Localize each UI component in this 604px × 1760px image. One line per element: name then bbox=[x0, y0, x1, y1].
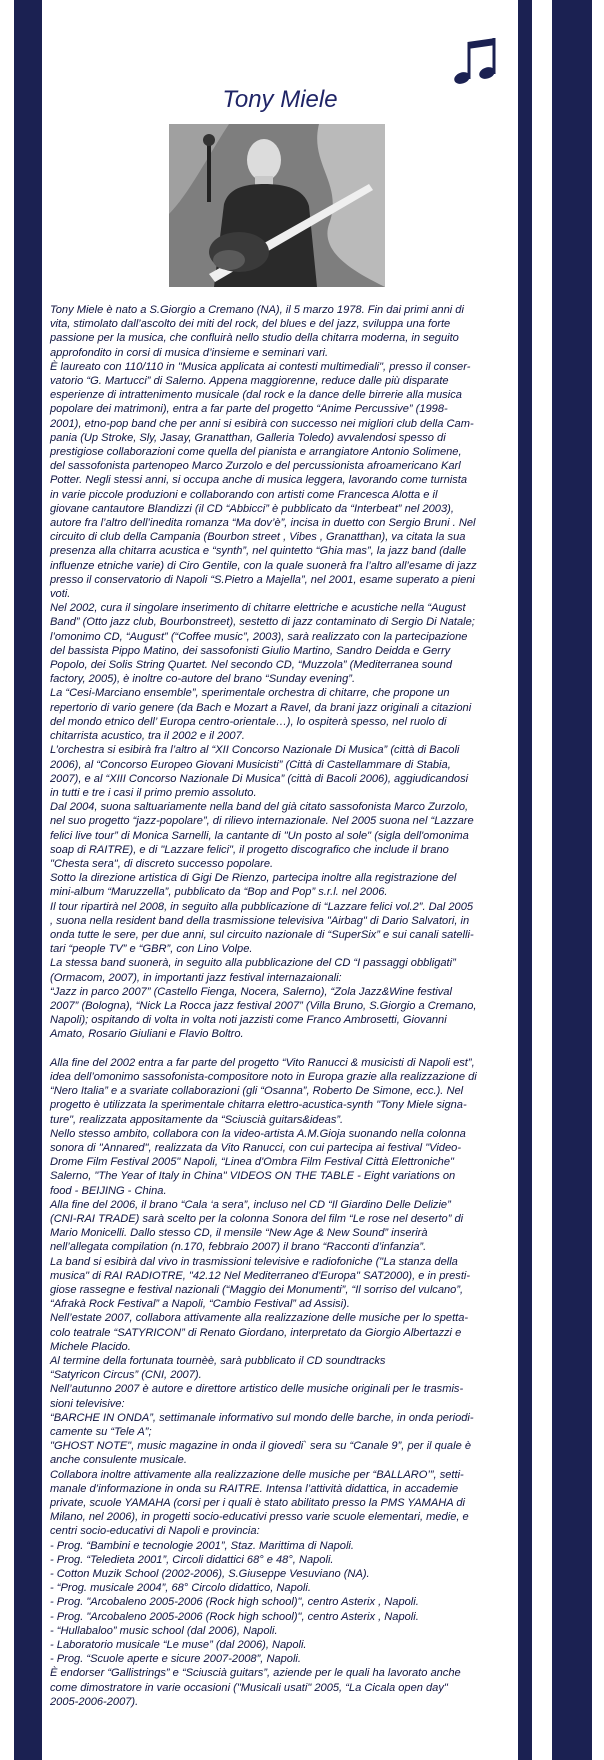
bio-paragraph: La band si esibirà dal vivo in trasmissioni televisive e radiofoniche ("La stanza della musica" di RAI RADIOTRE, "42.12 Nel Mediterraneo d'Europa" SAT2000), e in presti- giose rassegne e festival nazionali (“Maggio dei Monumenti”, “Il sorriso del vulcano”, “Afrakà Rock Festival” a Napoli, “Cambio Festival” ad Assisi). bbox=[50, 1255, 471, 1311]
artist-photo bbox=[169, 124, 385, 287]
bio-list-item: - Prog. “Scuole aperte e sicure 2007-2008”, Napoli. bbox=[50, 1653, 301, 1666]
right-outer-stripe bbox=[552, 0, 592, 1760]
bio-paragraph: L’orchestra si esibirà fra l’altro al “XII Concorso Nazionale Di Musica” (città di Bacoli 2006), al “Concorso Europeo Giovani Musicisti” (Città di Castellammare di Stabia, 2007), e al “XIII Concorso Nazionale Di Musica” (città di Bacoli 2006), aggiudicandosi in tutti e tre i casi il primo premio assoluto. bbox=[50, 744, 469, 799]
bio-paragraph: Il tour ripartirà nel 2008, in seguito alla pubblicazione di “Lazzare felici vol.2”. Dal 2005 , suona nella resident band della trasmissione televisiva "Airbag" di Dario Salvatori, in onda tutte le sere, per due anni, sul circuito nazionale di “SuperSix” e sui canali satelli- tari “people TV” e “GBR”, con Lino Volpe. bbox=[50, 900, 474, 956]
bio-list-item: - “Prog. musicale 2004”, 68° Circolo didattico, Napoli. bbox=[50, 1582, 311, 1595]
bio-paragraph: Nello stesso ambito, collabora con la video-artista A.M.Gioja suonando nella colonna sonora di "Annared", realizzata da Vito Ranucci, con cui partecipa ai festival "Video- Drome Film Festival 2005" Napoli, “Linea d'Ombra Film Festival Città Elettroniche" Salerno, "The Year of Italy in China" VIDEOS ON THE TABLE - Eight variations on food - BEIJING - China. bbox=[50, 1127, 466, 1197]
right-inner-stripe bbox=[518, 0, 532, 1760]
bio-paragraph: È endorser “Gallistrings” e “Sciuscià guitars”, aziende per le quali ha lavorato anche come dimostratore in varie occasioni ("Musicali usati" 2005, “La Cicala open day" 2005-2006-2007). bbox=[50, 1667, 461, 1708]
bio-paragraph: Al termine della fortunata tournèè, sarà pubblicato il CD soundtracks “Satyricon Circus” (CNI, 2007). bbox=[50, 1355, 386, 1382]
bio-paragraph: Collabora inoltre attivamente alla realizzazione delle musiche per “BALLARO’”, setti- manale d’informazione in onda su RAITRE. Intensa l’attività didattica, in accademie private, scuole YAMAHA (corsi per i quali è stato abilitato presso la PMS YAMAHA di Milano, nel 2006), in progetti socio-educativi presso varie scuole elementari, medie, e centri socio-educativi di Napoli e provincia: bbox=[50, 1468, 469, 1538]
bio-list-item: - Cotton Muzik School (2002-2006), S.Giuseppe Vesuviano (NA). bbox=[50, 1568, 370, 1581]
page-title: Tony Miele bbox=[222, 86, 338, 113]
bio-paragraph: Sotto la direzione artistica di Gigi De Rienzo, partecipa inoltre alla registrazione del mini-album “Maruzzella”, pubblicato da “Bop and Pop” s.r.l. nel 2006. bbox=[50, 872, 457, 899]
bio-list-item: - Prog. “Bambini e tecnologie 2001”, Staz. Marittima di Napoli. bbox=[50, 1539, 354, 1552]
bio-paragraph: Tony Miele è nato a S.Giorgio a Cremano (NA), il 5 marzo 1978. Fin dai primi anni di vita, stimolato dall’ascolto dei miti del rock, del blues e del jazz, sviluppa una forte passione per la musica, che confluirà nello studio della chitarra moderna, in seguito approfondito in corsi di musica d’insieme e seminari vari. bbox=[50, 304, 464, 359]
bio-paragraph: Nell’autunno 2007 è autore e direttore artistico delle musiche originali per le trasmis- sioni televisive: bbox=[50, 1383, 464, 1410]
bio-paragraph: Alla fine del 2006, il brano “Cala ‘a sera”, incluso nel CD “Il Giardino Delle Delizie” (CNI-RAI TRADE) sarà scelto per la colonna Sonora del film “Le rose nel deserto” di Mario Monicelli. Dallo stesso CD, il mensile “New Age & New Sound” inserirà nell’allegata compilation (n.170, febbraio 2007) il brano “Racconti d’infanzia”. bbox=[50, 1198, 464, 1254]
bio-paragraph: Nel 2002, cura il singolare inserimento di chitarre elettriche e acustiche nella “August Band” (Otto jazz club, Bourbonstreet), sestetto di jazz contaminato di Sergio Di Natale; l’omonimo CD, “August” (“Coffee music”, 2003), sarà realizzato con la partecipazione del bassista Pippo Matino, dei sassofonisti Giulio Martino, Sandro Deidda e Gerry Popolo, dei Solis String Quartet. Nel secondo CD, “Muzzola” (Mediterranea sound factory, 2005), è inoltre co-autore del brano “Sunday evening”. bbox=[50, 602, 475, 686]
music-note-icon bbox=[452, 36, 496, 88]
bio-paragraph: "GHOST NOTE", music magazine in onda il giovedi` sera su “Canale 9”, per il quale è anche consulente musicale. bbox=[50, 1440, 471, 1467]
bio-list-item: - Laboratorio musicale “Le muse” (dal 2006), Napoli. bbox=[50, 1639, 307, 1652]
biography-text bbox=[50, 303, 514, 1709]
bio-paragraph: “BARCHE IN ONDA”, settimanale informativo sul mondo delle barche, in onda periodi- camente su “Tele A”; bbox=[50, 1411, 474, 1439]
bio-list-item: - Prog. "Arcobaleno 2005-2006 (Rock high school)", centro Asterix , Napoli. bbox=[50, 1596, 419, 1609]
bio-paragraph: La “Cesi-Marciano ensemble”, sperimentale orchestra di chitarre, che propone un repertorio di vario genere (da Bach e Mozart a Ravel, da brani jazz originali a citazioni del mondo etnico dell’ Europa centro-orientale…), lo ospiterà spesso, nel ruolo di chitarrista acustico, tra il 2002 e il 2007. bbox=[50, 687, 472, 743]
bio-list-item: - “Hullabaloo” music school (dal 2006), Napoli. bbox=[50, 1624, 278, 1637]
bio-paragraph: “Jazz in parco 2007” (Castello Fienga, Nocera, Salerno), “Zola Jazz&Wine festival 2007” (Bologna), “Nick La Rocca jazz festival 2007” (Villa Bruno, S.Giorgio a Cremano, Napoli); ospitando di volta in volta noti jazzisti come Franco Ambrosetti, Giovanni Amato, Rosario Giuliani e Flavio Boltro. bbox=[50, 985, 477, 1041]
bio-paragraph: Nell’estate 2007, collabora attivamente alla realizzazione delle musiche per lo spetta- colo teatrale “SATYRICON” di Renato Giordano, interpretato da Giorgio Albertazzi e Michele Placido. bbox=[50, 1312, 469, 1353]
bio-list-item: - Prog. “Teledieta 2001”, Circoli didattici 68° e 48°, Napoli. bbox=[50, 1553, 334, 1566]
bio-list-item: - Prog. "Arcobaleno 2005-2006 (Rock high school)", centro Asterix , Napoli. bbox=[50, 1610, 419, 1623]
left-border-stripe bbox=[14, 0, 42, 1760]
bio-paragraph: Alla fine del 2002 entra a far parte del progetto “Vito Ranucci & musicisti di Napoli est”, idea dell’omonimo sassofonista-compositore noto in Europa grazie alla realizzazione di “Nero Italia” e a svariate collaborazioni (gli “Osanna”, Roberto De Simone, ecc.). Nel progetto è utilizzata la sperimentale chitarra elettro-acustica-synth "Tony Miele signa- ture", realizzata appositamente da “Sciuscià guitars&ideas”. bbox=[50, 1056, 477, 1126]
bio-paragraph: Dal 2004, suona saltuariamente nella band del già citato sassofonista Marco Zurzolo, nel suo progetto “jazz-popolare”, di rilievo internazionale. Nel 2005 suona nel “Lazzare felici live tour” di Monica Sarnelli, la cantante di "Un posto al sole" (sigla dell'omonima soap di RAITRE), e di "Lazzare felici", il progetto discografico che include il brano "Chesta sera", di discreto successo popolare. bbox=[50, 801, 474, 870]
paragraph-gap bbox=[50, 1042, 514, 1056]
bio-paragraph: La stessa band suonerà, in seguito alla pubblicazione del CD “I passaggi obbligati” (Ormacom, 2007), in importanti jazz festival internazaionali: bbox=[50, 957, 456, 984]
bio-paragraph: È laureato con 110/110 in "Musica applicata ai contesti multimediali", presso il conser- vatorio “G. Martucci” di Salerno. Appena maggiorenne, reduce dalle più disparate esperienze di intrattenimento musicale (dal rock e la dance delle birrerie alla musica popolare dei matrimoni), entra a far parte del progetto “Anime Percussive” (1998- 2001), etno-pop band che per anni si esibirà con successo nei migliori club della Cam- pania (Up Stroke, Sly, Jasay, Granatthan, Galleria Toledo) avvalendosi spesso di prestigiose collaborazioni come quella del pianista e arrangiatore Antonio Solimene, del sassofonista partenopeo Marco Zurzolo e del percussionista afroamericano Karl Potter. Negli stessi anni, si occupa anche di musica leggera, lavorando come turnista in varie piccole produzioni e collaborando con artisti come Francesca Alotta e il giovane cantautore Blandizzi (il CD “Abbicci” è pubblicato da “Interbeat” nel 2003), autore fra l’altro dell’inedita romanza “Ma dov’è”, incisa in duetto con Sergio Bruni . Nel circuito di club della Campania (Bourbon street , Vibes , Granatthan), va citata la sua presenza alla chitarra acustica e “synth”, nel quintetto “Ghia mas”, la jazz band (dalle influenze etniche varie) di Ciro Gentile, con la quale suonerà fra l’altro all’esame di jazz presso il conservatorio di Napoli “S.Pietro a Majella”, nel 2001, esame superato a pieni voti. bbox=[50, 360, 477, 601]
